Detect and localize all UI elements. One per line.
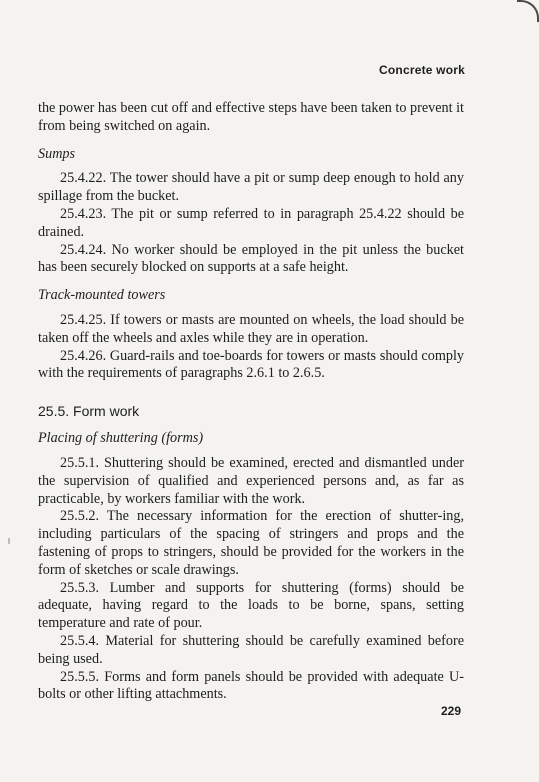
subheading-sumps: Sumps — [38, 145, 76, 162]
margin-mark — [8, 538, 10, 544]
page-number: 229 — [440, 704, 461, 718]
paragraph-25-5-2: 25.5.2. The necessary information for the erection of shutter-ing, including particulars of the spacing of stringers and props and the fastening of props to stringers, should be provided for the workers in the form of sketches or scale drawings. — [38, 508, 464, 578]
paragraph-25-5-4: 25.5.4. Material for shuttering should be carefully examined before being used. — [38, 632, 464, 667]
page-corner-decoration — [517, 0, 539, 22]
paragraph-25-4-26: 25.4.26. Guard-rails and toe-boards for towers or masts should comply with the requirements of paragraphs 2.6.1 to 2.6.5. — [38, 347, 464, 382]
page-body — [38, 100, 464, 704]
section-heading-form-work: 25.5. Form work — [38, 403, 140, 420]
paragraph-25-5-3: 25.5.3. Lumber and supports for shuttering (forms) should be adequate, having regard to the loads to be borne, spans, setting temperature and rate of pour. — [38, 579, 464, 632]
paragraph-25-4-24: 25.4.24. No worker should be employed in the pit unless the bucket has been securely blocked on supports at a safe height. — [38, 241, 464, 276]
paragraph-25-4-22: 25.4.22. The tower should have a pit or sump deep enough to hold any spillage from the bucket. — [38, 170, 464, 205]
paragraph-25-4-25: 25.4.25. If towers or masts are mounted on wheels, the load should be taken off the wheels and axles while they are in operation. — [38, 311, 464, 346]
paragraph-25-4-23: 25.4.23. The pit or sump referred to in paragraph 25.4.22 should be drained. — [38, 205, 464, 240]
subheading-placing-of-shuttering: Placing of shuttering (forms) — [38, 430, 204, 447]
subheading-track-mounted-towers: Track-mounted towers — [38, 287, 166, 304]
running-head: Concrete work — [379, 63, 465, 77]
paragraph-25-5-5: 25.5.5. Forms and form panels should be provided with adequate U-bolts or other lifting attachments. — [38, 668, 464, 703]
continued-paragraph: the power has been cut off and effective steps have been taken to prevent it from being switched on again. — [38, 100, 464, 134]
paragraph-25-5-1: 25.5.1. Shuttering should be examined, erected and dismantled under the supervision of qualified and experienced persons and, as far as practicable, by workers familiar with the work. — [38, 454, 464, 507]
